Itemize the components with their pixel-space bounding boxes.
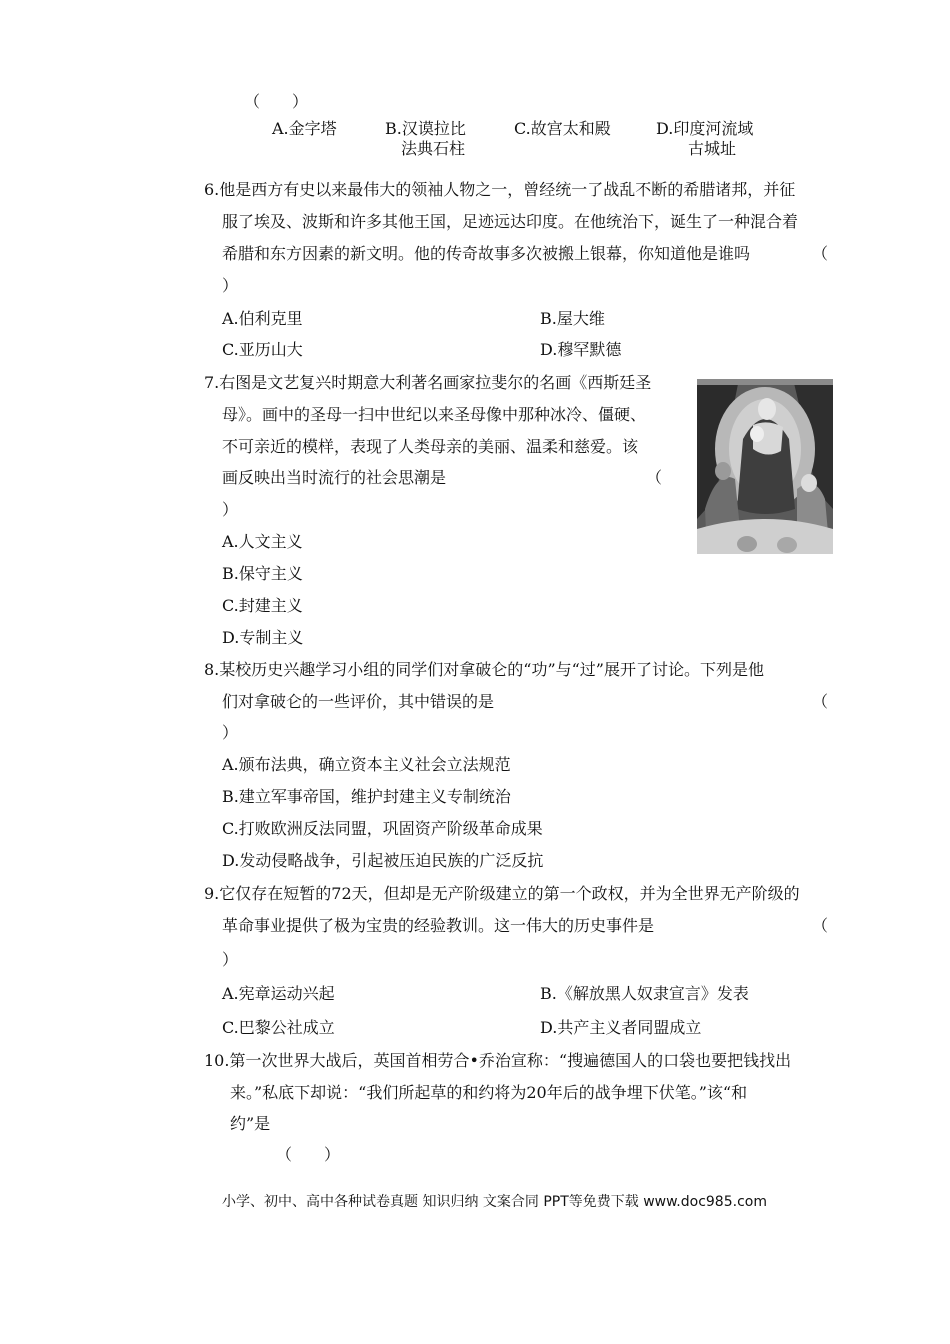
q7-option-d: D.专制主义 — [222, 628, 304, 647]
q9-option-a: A.宪章运动兴起 — [222, 984, 335, 1003]
q8-option-b: B.建立军事帝国，维护封建主义专制统治 — [222, 787, 511, 806]
q9-paren-open: （ — [812, 916, 829, 935]
q7-stem-line-1: 7.右图是文艺复兴时期意大利著名画家拉斐尔的名画《西斯廷圣 — [204, 373, 652, 392]
q7-paren-open: （ — [646, 468, 663, 487]
q5-option-d-line2: 古城址 — [687, 139, 736, 158]
q6-stem-line-2: 服了埃及、波斯和许多其他王国，足迹远达印度。在他统治下，诞生了一种混合着 — [222, 212, 799, 231]
q8-paren-close: ） — [222, 723, 239, 742]
q7-option-a: A.人文主义 — [222, 532, 303, 551]
q9-paren-close: ） — [222, 950, 239, 969]
sistine-madonna-painting — [697, 379, 833, 554]
q6-option-a: A.伯利克里 — [222, 309, 303, 328]
q9-option-c: C.巴黎公社成立 — [222, 1018, 335, 1037]
q8-option-c: C.打败欧洲反法同盟，巩固资产阶级革命成果 — [222, 819, 543, 838]
q7-option-b: B.保守主义 — [222, 564, 303, 583]
q6-option-c: C.亚历山大 — [222, 340, 303, 359]
q10-stem-line-3: 约”是 — [230, 1114, 271, 1133]
q6-stem-line-3: 希腊和东方因素的新文明。他的传奇故事多次被搬上银幕，你知道他是谁吗 — [222, 244, 751, 263]
q7-stem-line-4: 画反映出当时流行的社会思潮是 — [222, 468, 447, 487]
q7-paren-close: ） — [222, 500, 239, 519]
q6-paren-open: （ — [812, 244, 829, 263]
q5-option-b: B.汉谟拉比 — [385, 119, 466, 138]
q7-stem-line-2: 母》。画中的圣母一扫中世纪以来圣母像中那种冰冷、僵硬、 — [222, 405, 647, 424]
q9-option-b: B.《解放黑人奴隶宣言》发表 — [540, 984, 749, 1003]
q8-stem-line-1: 8.某校历史兴趣学习小组的同学们对拿破仑的“功”与“过”展开了讨论。下列是他 — [204, 660, 764, 679]
q10-answer-paren: （ ） — [276, 1145, 341, 1164]
q7-option-c: C.封建主义 — [222, 596, 303, 615]
q9-stem-line-2: 革命事业提供了极为宝贵的经验教训。这一伟大的历史事件是 — [222, 916, 655, 935]
q6-paren-close: ） — [222, 276, 239, 295]
q5-answer-paren: （ ） — [244, 92, 309, 111]
q6-option-b: B.屋大维 — [540, 309, 605, 328]
q8-paren-open: （ — [812, 692, 829, 711]
q9-stem-line-1: 9.它仅存在短暂的72天，但却是无产阶级建立的第一个政权，并为全世界无产阶级的 — [204, 884, 800, 903]
q5-option-b-line2: 法典石柱 — [400, 139, 465, 158]
sistine-madonna-illustration — [697, 379, 833, 554]
q5-option-a: A.金字塔 — [272, 119, 337, 138]
q10-stem-line-2: 来。”私底下却说：“我们所起草的和约将为20年后的战争埋下伏笔。”该“和 — [230, 1083, 748, 1102]
q6-stem-line-1: 6.他是西方有史以来最伟大的领袖人物之一，曾经统一了战乱不断的希腊诸邦，并征 — [204, 180, 796, 199]
q7-stem-line-3: 不可亲近的模样，表现了人类母亲的美丽、温柔和慈爱。该 — [222, 437, 639, 456]
q9-option-d: D.共产主义者同盟成立 — [540, 1018, 702, 1037]
q10-stem-line-1: 10.第一次世界大战后，英国首相劳合•乔治宣称：“搜遍德国人的口袋也要把钱找出 — [204, 1051, 792, 1070]
q8-option-d: D.发动侵略战争，引起被压迫民族的广泛反抗 — [222, 851, 544, 870]
page-footer: 小学、初中、高中各种试卷真题 知识归纳 文案合同 PPT等免费下载 www.doc985.com — [222, 1194, 767, 1210]
q5-option-c: C.故宫太和殿 — [514, 119, 611, 138]
q5-option-d: D.印度河流域 — [656, 119, 754, 138]
q6-option-d: D.穆罕默德 — [540, 340, 622, 359]
q8-stem-line-2: 们对拿破仑的一些评价，其中错误的是 — [222, 692, 495, 711]
q8-option-a: A.颁布法典，确立资本主义社会立法规范 — [222, 755, 511, 774]
